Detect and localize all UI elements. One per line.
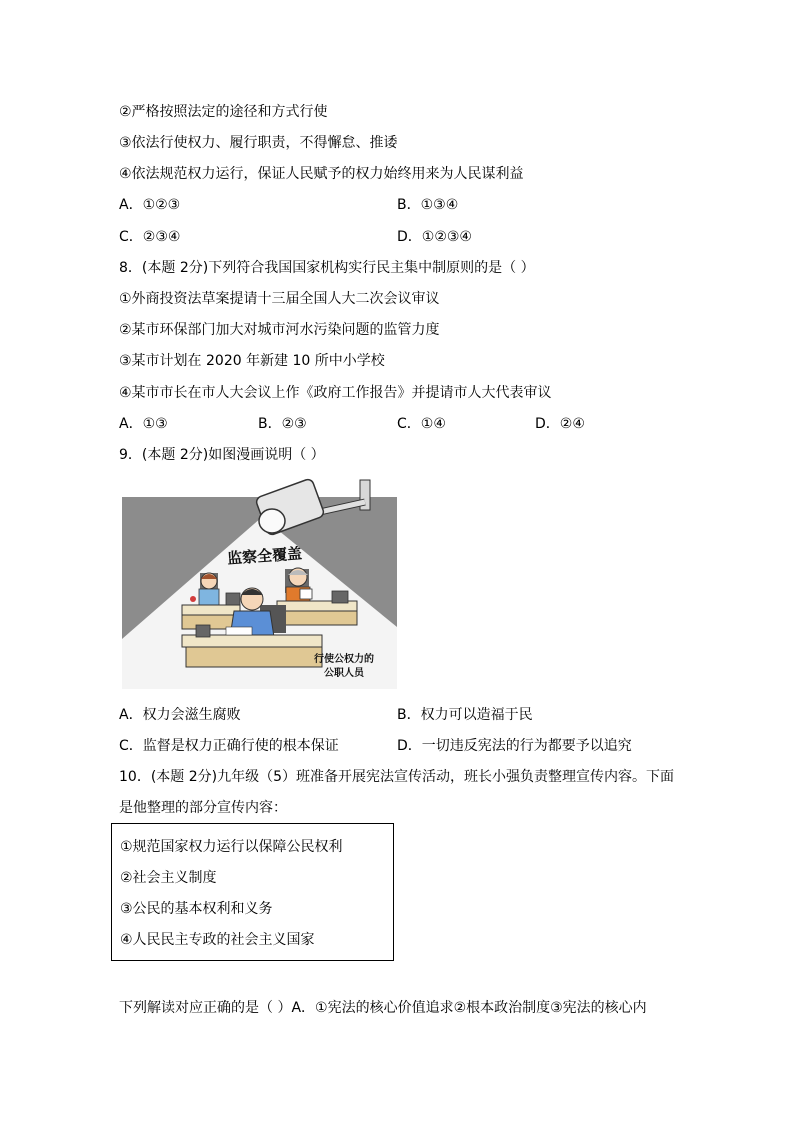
q8-item-4: ④某市市长在市人大会议上作《政府工作报告》并提请市人大代表审议 xyxy=(119,385,552,401)
q8-stem: 8．(本题 2分)下列符合我国国家机构实行民主集中制原则的是（ ） xyxy=(119,260,535,276)
q10-stem-line-1: 10．(本题 2分)九年级（5）班准备开展宪法宣传活动，班长小强负责整理宣传内容。下面 xyxy=(119,769,675,785)
q9-option-a: A．权力会滋生腐败 xyxy=(119,707,241,723)
cartoon-label-line-2: 公职人员 xyxy=(324,668,364,679)
q10-box-item-4: ④人民民主专政的社会主义国家 xyxy=(120,932,315,948)
q10-content-box xyxy=(111,823,394,961)
q8-option-a: A．①③ xyxy=(119,416,168,432)
q8-item-3: ③某市计划在 2020 年新建 10 所中小学校 xyxy=(119,353,385,369)
q9-option-b: B．权力可以造福于民 xyxy=(397,707,533,723)
q7-item-4: ④依法规范权力运行，保证人民赋予的权力始终用来为人民谋利益 xyxy=(119,166,524,182)
q10-box-item-2: ②社会主义制度 xyxy=(120,870,217,886)
q7-option-d: D．①②③④ xyxy=(397,229,472,245)
q9-option-c: C．监督是权力正确行使的根本保证 xyxy=(119,738,339,754)
q8-option-b: B．②③ xyxy=(258,416,307,432)
q7-option-a: A．①②③ xyxy=(119,197,181,213)
q10-box-item-1: ①规范国家权力运行以保障公民权利 xyxy=(120,839,343,855)
q9-stem: 9．(本题 2分)如图漫画说明（ ） xyxy=(119,447,325,463)
q8-option-d: D．②④ xyxy=(535,416,585,432)
q10-follow-up: 下列解读对应正确的是（ ）A．①宪法的核心价值追求②根本政治制度③宪法的核心内 xyxy=(119,1000,647,1016)
q7-item-3: ③依法行使权力、履行职责，不得懈怠、推诿 xyxy=(119,135,398,151)
cartoon-banner: 监察全覆盖 xyxy=(226,544,303,568)
q8-item-2: ②某市环保部门加大对城市河水污染问题的监管力度 xyxy=(119,322,440,338)
q10-box-item-3: ③公民的基本权利和义务 xyxy=(120,901,273,917)
q8-item-1: ①外商投资法草案提请十三届全国人大二次会议审议 xyxy=(119,291,440,307)
q9-option-d: D．一切违反宪法的行为都要予以追究 xyxy=(397,738,632,754)
q7-option-b: B．①③④ xyxy=(397,197,459,213)
q7-option-c: C．②③④ xyxy=(119,229,181,245)
q10-stem-line-2: 是他整理的部分宣传内容： xyxy=(119,800,287,816)
q9-cartoon-image xyxy=(122,477,397,689)
q7-item-2: ②严格按照法定的途径和方式行使 xyxy=(119,104,328,120)
q8-option-c: C．①④ xyxy=(397,416,446,432)
cartoon-label-line-1: 行使公权力的 xyxy=(314,654,374,665)
